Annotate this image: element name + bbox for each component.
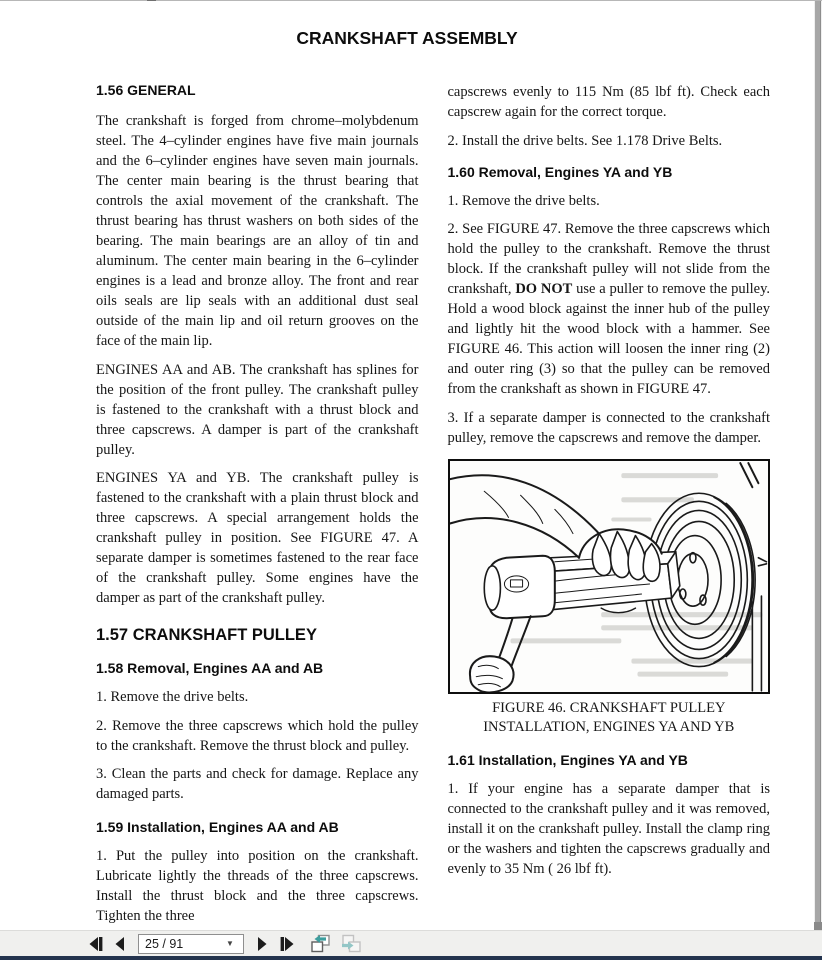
heading-crankshaft-pulley: 1.57 CRANKSHAFT PULLEY [96, 626, 317, 644]
two-column-layout [96, 82, 770, 930]
step-item: 1. Remove the drive belts. [96, 689, 249, 705]
vertical-scrollbar[interactable] [814, 1, 822, 930]
step-item: 1. Remove the drive belts. [447, 192, 600, 209]
next-page-button[interactable] [250, 933, 274, 955]
figure-caption-line-1: FIGURE 46. CRANKSHAFT PULLEY [492, 700, 726, 717]
step-item: 1. If your engine has a separate damper that is connected to the crankshaft pulley and it was removed, install it on the crankshaft pulley. Install the clamp ring or the washers and tighten the capscrews gradually and evenly to 35 Nm ( 26 lbf ft). [447, 781, 770, 878]
left-column [96, 82, 419, 930]
step-item-with-warning [448, 219, 771, 399]
heading-removal-ya-yb: 1.60 Removal, Engines YA and YB [447, 163, 673, 180]
page-navigation-toolbar [0, 930, 822, 956]
first-page-icon [87, 935, 106, 953]
next-page-icon [254, 935, 270, 953]
figure-46-frame [448, 459, 771, 695]
figure-46-illustration [450, 461, 769, 693]
paragraph-engines-aa-ab: ENGINES AA and AB. The crankshaft has splines for the position of the front pulley. The crankshaft pulley is fastened to the crankshaft with a thrust block and three capscrews. A damper is part of the crankshaft pulley. [96, 361, 419, 458]
heading-installation-ya-yb: 1.61 Installation, Engines YA and YB [447, 752, 688, 769]
next-view-icon [341, 934, 362, 953]
last-page-icon [277, 935, 296, 953]
step-item: 3. Clean the parts and check for damage. Replace any damaged parts. [96, 766, 419, 802]
figure-46-caption [448, 699, 771, 737]
step-text-pre: 2. See FIGURE 47. Remove the three capscrews which hold the pulley to the crankshaft. Remove the thrust block. If the crankshaft pulley will not slide from the crankshaft, [447, 221, 770, 297]
step-item: 3. If a separate damper is connected to the crankshaft pulley, remove the capscrews and remove the damper. [447, 409, 770, 446]
previous-view-button[interactable] [308, 933, 332, 955]
last-page-button[interactable] [274, 933, 298, 955]
page-dropdown-arrow-icon[interactable]: ▼ [226, 939, 234, 948]
heading-installation-aa-ab: 1.59 Installation, Engines AA and AB [96, 819, 339, 835]
document-page [0, 1, 814, 930]
page-number-combobox[interactable] [138, 934, 244, 954]
heading-general: 1.56 GENERAL [96, 82, 196, 98]
paragraph-general: The crankshaft is forged from chrome–molybdenum steel. The 4–cylinder engines have five main journals and the 6–cylinder engines have seven main journals. The center main bearing is the thrust bearing that controls the axial movement of the crankshaft. The thrust bearing has thrust washers on both sides of the bearing. The main bearings are an alloy of tin and aluminum. The center main bearing in the 6–cylinder engines is a lead and bronze alloy. The front and rear oils seals are lip seals with an additional dust seal outside of the main lip and oil return grooves on the face of the main lip. [96, 113, 419, 349]
step-item: 2. Remove the three capscrews which hold the pulley to the crankshaft. Remove the thrust block and pulley. [96, 717, 419, 754]
window-bottom-edge [0, 956, 822, 960]
figure-caption-line-2: INSTALLATION, ENGINES YA AND YB [483, 719, 735, 736]
first-page-button[interactable] [84, 933, 108, 955]
right-column [448, 82, 771, 930]
do-not-warning: DO NOT [515, 281, 573, 297]
step-text-post: use a puller to remove the pulley. Hold a wood block against the inner hub of the pulley and lightly hit the wood block with a hammer. See FIGURE 46. This action will loosen the inner ring (2) and outer ring (3) so that the pulley can be removed from the crankshaft as shown in FIGURE 47. [447, 281, 771, 397]
paragraph-engines-ya-yb: ENGINES YA and YB. The crankshaft pulley is fastened to the crankshaft with a plain thrust block and three capscrews. A special arrangement holds the crankshaft pulley in position. See FIGURE 47. A separate damper is sometimes fastened to the rear face of the crankshaft pulley. Some engines have the damper as part of the crankshaft pulley. [96, 470, 419, 606]
paragraph-continuation: capscrews evenly to 115 Nm (85 lbf ft). Check each capscrew again for the correct torque. [447, 84, 770, 120]
previous-page-button[interactable] [108, 933, 132, 955]
step-item: 1. Put the pulley into position on the crankshaft. Lubricate lightly the threads of the three capscrews. Install the thrust block and the three capscrews. Tighten the three [96, 848, 419, 924]
step-item: 2. Install the drive belts. See 1.178 Drive Belts. [447, 132, 723, 149]
scrollbar-thumb[interactable] [815, 1, 821, 922]
previous-page-icon [112, 935, 128, 953]
scrollbar-end-cap [814, 922, 822, 930]
page-title: CRANKSHAFT ASSEMBLY [296, 28, 518, 48]
next-view-button[interactable] [339, 933, 363, 955]
view-history-buttons [308, 933, 363, 955]
page-number-input[interactable] [139, 936, 221, 952]
previous-view-icon [310, 934, 331, 953]
heading-removal-aa-ab: 1.58 Removal, Engines AA and AB [96, 660, 324, 676]
